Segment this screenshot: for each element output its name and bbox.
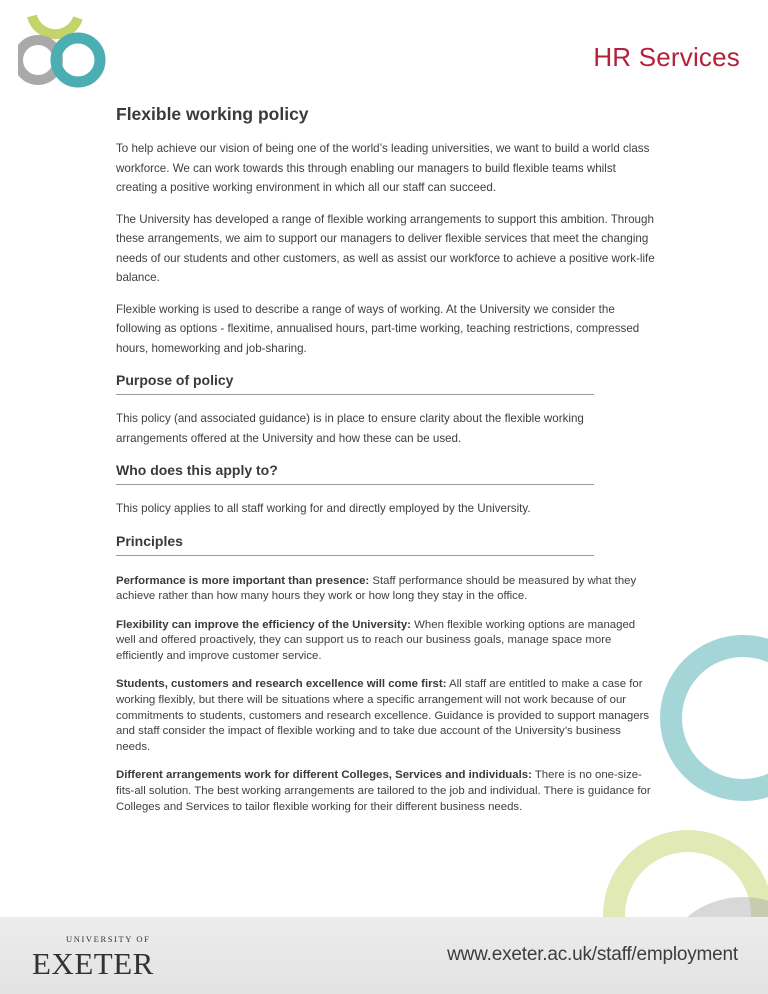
department-title: HR Services [593,42,740,72]
intro-paragraph: Flexible working is used to describe a range of ways of working. At the University we consider the following as options - flexitime, annualised hours, part-time working, teaching restrictions, compressed hours, homeworking and job-sharing. [116,302,640,355]
logo-top-text: UNIVERSITY OF [66,934,151,944]
page-footer [0,917,768,994]
section-heading-principles: Principles [116,533,594,556]
principle-text: When flexible working options are managed well and offered proactively, they can support us to reach our business goals, manage space more efficiently and improve customer service. [116,618,636,662]
principle-title: Students, customers and research excellence will come first: [116,678,447,691]
university-rings-logo [18,14,110,90]
principle-text: All staff are entitled to make a case for working flexibly, but there will be situations where a specific arrangement will not work because of our commitments to students, customers and research excellence. Guidance is provided to support managers and staff consider the impact of flexible working and to take due account of the University’s business needs. [116,678,650,753]
applies-text: This policy applies to all staff working for and directly employed by the University. [116,502,531,515]
logo-name-text: EXETER [32,946,154,981]
section-heading-purpose: Purpose of policy [116,372,594,395]
principle-title: Performance is more important than presence: [116,574,370,587]
principle-text: There is no one-size-fits-all solution. The best working arrangements are tailored to the job and individual. There is guidance for Colleges and Services to tailor flexible working for their different business needs. [116,769,651,813]
principle-text: Staff performance should be measured by what they achieve rather than how many hours they work or how long they stay in the office. [116,574,637,603]
section-heading-applies: Who does this apply to? [116,462,594,485]
website-url[interactable]: www.exeter.ac.uk/staff/employment [447,944,738,965]
intro-paragraph: To help achieve our vision of being one of the world’s leading universities, we want to build a world class workforce. We can work towards this through enabling our managers to build flexible teams whilst creating a positive working environment in which all our staff can succeed. [116,142,650,194]
page-title: Flexible working policy [116,104,309,124]
university-of-exeter-logo [30,927,180,983]
intro-paragraph: The University has developed a range of flexible working arrangements to support this ambition. Through these arrangements, we aim to support our managers to deliver flexible services that meet the changing needs of our students and other customers, as well as assist our workforce to achieve a positive work-life balance. [116,212,655,284]
purpose-text: This policy (and associated guidance) is in place to ensure clarity about the flexible working arrangements offered at the University and how these can be used. [116,412,584,445]
principle-title: Flexibility can improve the efficiency of the University: [116,618,411,631]
principle-title: Different arrangements work for different Colleges, Services and individuals: [116,769,532,782]
